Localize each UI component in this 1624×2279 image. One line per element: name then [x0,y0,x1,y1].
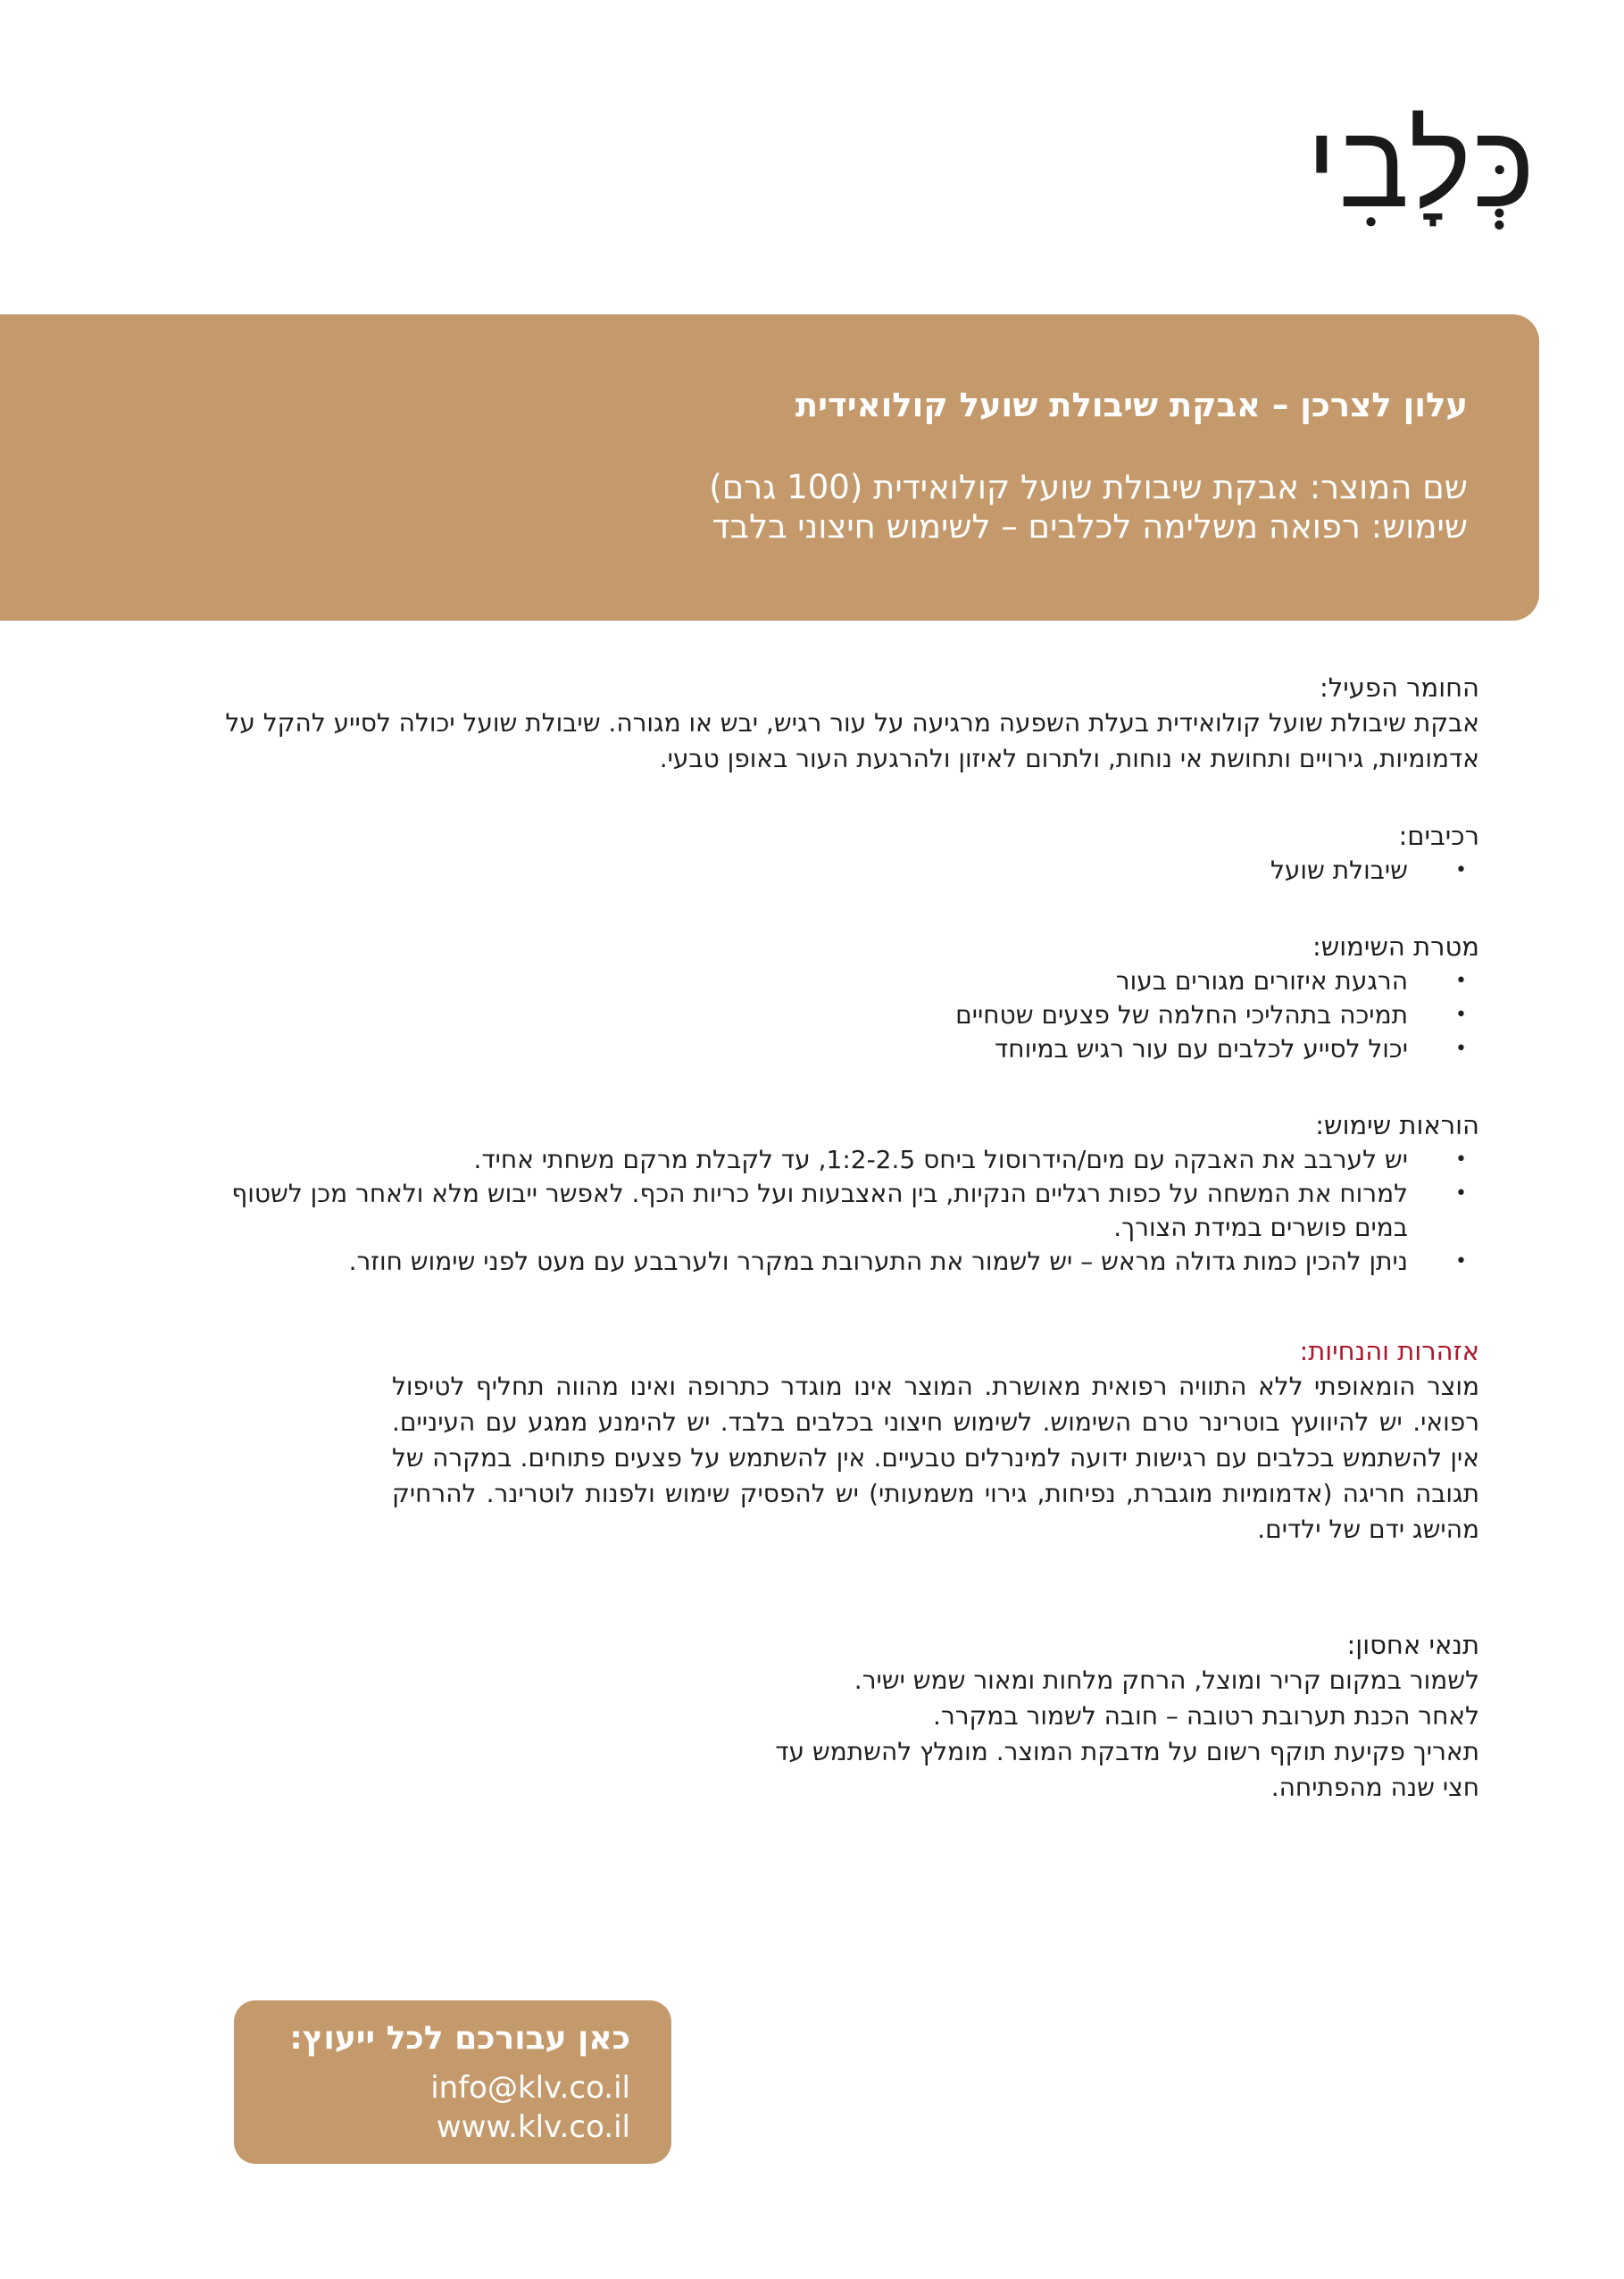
list-item [158,1177,1479,1245]
storage-line-2: לאחר הכנת תערובת רטובה – חובה לשמור במקרר. [933,1701,1479,1731]
contact-title: כאן עבורכם לכל ייעוץ: [289,2020,630,2057]
list-item-text: למרוח את המשחה על כפות רגליים הנקיות, בין האצבעות ועל כריות הכף. לאפשר ייבוש מלא ולאחר מכן לשטוף [231,1179,1408,1208]
storage-section [676,1627,1479,1806]
warnings-heading: אזהרות והנחיות: [1299,1336,1479,1366]
contact-website-link[interactable]: www.klv.co.il [436,2109,630,2145]
warnings-text: מוצר הומאופתי ללא התוויה רפואית מאושרת. המוצר אינו מוגדר כתרופה ואינו מהווה תחליף לטיפול רפואי. יש להיוועץ בוטרינר טרם השימוש. לשימוש חיצוני בכלבים בלבד. יש להימנע ממגע עם העיניים. אין להשתמש בכלבים עם רגישות ידועה למינרלים טבעיים. אין להשתמש על פצעים פתוחים. במקרה של תגובה חריגה (אדמומיות מוגברת, נפיחות, גירוי משמעותי) יש להפסיק שימוש ולפנות לוטרינר. להרחיק מהישג ידם של ילדים. [392,1372,1479,1544]
contact-box [234,2000,671,2164]
ingredients-section [158,818,1479,888]
bullet-icon: • [1455,1004,1467,1026]
storage-heading: תנאי אחסון: [1346,1630,1479,1660]
bullet-icon: • [1455,970,1467,992]
list-item-text-continued: במים פושרים במידת הצורך. [1113,1213,1408,1242]
ingredients-heading: רכיבים: [1398,821,1479,851]
list-item-text: יכול לסייע לכלבים עם עור רגיש במיוחד [995,1034,1408,1064]
instructions-heading: הוראות שימוש: [1315,1110,1479,1140]
warnings-section [392,1333,1479,1548]
contact-email-link[interactable]: info@klv.co.il [430,2070,630,2106]
list-item [158,964,1479,998]
purpose-list [158,964,1479,1066]
bullet-icon: • [1455,1148,1467,1171]
list-item [158,1245,1479,1279]
header-band [0,314,1539,621]
active-ingredient-heading: החומר הפעיל: [1319,672,1479,703]
list-item-text: שיבולת שועל [1270,856,1408,885]
list-item-text: יש לערבב את האבקה עם מים/הידרוסול ביחס 1:2-2.5, עד לקבלת מרקם משחתי אחיד. [473,1145,1408,1174]
bullet-icon: • [1455,1250,1467,1273]
list-item [158,998,1479,1032]
bullet-icon: • [1455,1038,1467,1060]
leaflet-title: עלון לצרכן – אבקת שיבולת שועל קולואידית [795,386,1468,424]
usage-line: שימוש: רפואה משלימה לכלבים – לשימוש חיצוני בלבד [712,507,1468,546]
storage-line-3: תאריך פקיעת תוקף רשום על מדבקת המוצר. מומלץ להשתמש עד [775,1737,1479,1766]
storage-line-4: חצי שנה מהפתיחה. [1270,1773,1479,1802]
list-item [158,1032,1479,1066]
bullet-icon: • [1455,1182,1467,1205]
list-item [158,854,1479,888]
main-content [158,670,1479,1320]
active-ingredient-section [158,670,1479,777]
instructions-section [158,1107,1479,1279]
list-item-text: תמיכה בתהליכי החלמה של פצעים שטחיים [955,1000,1408,1030]
active-ingredient-text-line-2: אדמומיות, גירויים ותחושת אי נוחות, ולתרום לאיזון ולהרגעת העור באופן טבעי. [659,744,1479,773]
purpose-heading: מטרת השימוש: [1312,931,1479,962]
storage-line-1: לשמור במקום קריר ומוצל, הרחק מלחות ומאור שמש ישיר. [854,1665,1479,1695]
active-ingredient-text-line-1: אבקת שיבולת שועל קולואידית בעלת השפעה מרגיעה על עור רגיש, יבש או מגורה. שיבולת שועל יכולה לסייע להקל על [225,708,1479,738]
bullet-icon: • [1455,859,1467,881]
instructions-list [158,1143,1479,1279]
list-item-text: ניתן להכין כמות גדולה מראש – יש לשמור את התערובת במקרר ולערבבע עם מעט לפני שימוש חוזר. [348,1247,1408,1276]
brand-logo: כְּלָבִי [1306,97,1537,235]
product-name-line: שם המוצר: אבקת שיבולת שועל קולואידית (100 גרם) [709,468,1468,506]
purpose-section [158,929,1479,1066]
list-item-text: הרגעת איזורים מגורים בעור [1115,966,1408,996]
ingredients-list [158,854,1479,888]
list-item [158,1143,1479,1177]
